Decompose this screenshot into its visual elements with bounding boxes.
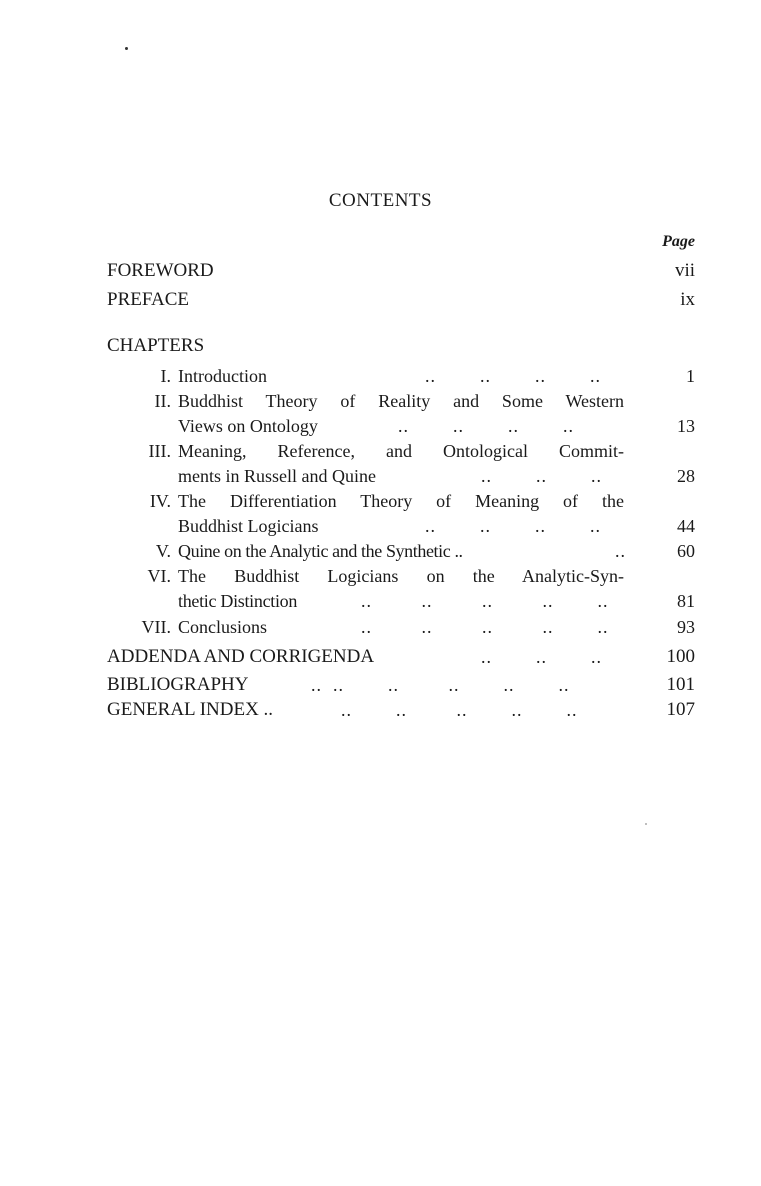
chapter-numeral: II. bbox=[154, 391, 171, 411]
chapter-title-line: Views on Ontology bbox=[178, 416, 318, 436]
chapter-title-line: Quine on the Analytic and the Synthetic .. bbox=[178, 541, 463, 561]
chapter-page: 28 bbox=[677, 466, 695, 486]
chapter-page: 81 bbox=[677, 591, 695, 611]
dot-leader: .. .. .. .. bbox=[425, 366, 601, 386]
contents-title: CONTENTS bbox=[328, 190, 433, 211]
dot-leader: .. .. .. .. .. bbox=[361, 591, 609, 611]
dot-leader: .. .. .. bbox=[481, 466, 602, 486]
dot-leader: .. .. .. .. .. .. bbox=[311, 675, 570, 695]
chapter-title-line: ments in Russell and Quine bbox=[178, 466, 376, 486]
chapter-title-line: Conclusions bbox=[178, 617, 268, 637]
dot-leader: .. .. .. .. bbox=[398, 416, 574, 436]
chapter-numeral: V. bbox=[155, 541, 171, 561]
toc-entry-label: ADDENDA AND CORRIGENDA bbox=[107, 646, 375, 667]
chapter-title-line: Introduction bbox=[178, 366, 267, 386]
page-column-heading: Page bbox=[662, 233, 695, 250]
toc-chapter-2[interactable] bbox=[107, 389, 695, 413]
toc-chapter-5[interactable] bbox=[107, 539, 695, 563]
chapter-page: 1 bbox=[686, 366, 695, 386]
dot-leader: .. .. .. bbox=[481, 647, 602, 667]
toc-chapter-4-cont[interactable] bbox=[107, 514, 695, 538]
chapter-title-line: Buddhist Logicians bbox=[178, 516, 319, 536]
toc-entry-page: 100 bbox=[666, 646, 695, 667]
toc-chapter-6[interactable] bbox=[107, 564, 695, 588]
chapter-numeral: VII. bbox=[141, 617, 171, 637]
chapter-title-line: The Buddhist Logicians on the Analytic-Syn- bbox=[178, 566, 624, 586]
dot-leader: .. .. .. .. .. bbox=[361, 617, 609, 637]
chapter-title-line: Buddhist Theory of Reality and Some Western bbox=[178, 391, 624, 411]
toc-entry-page: 101 bbox=[666, 674, 695, 695]
chapter-page: 13 bbox=[677, 416, 695, 436]
toc-entry-label: GENERAL INDEX .. bbox=[107, 699, 274, 720]
toc-entry-preface[interactable] bbox=[107, 288, 695, 312]
toc-entry-page: 107 bbox=[666, 699, 695, 720]
toc-entry-bibliography[interactable] bbox=[107, 673, 695, 697]
toc-chapter-3-cont[interactable] bbox=[107, 464, 695, 488]
chapter-title-line: The Differentiation Theory of Meaning of the bbox=[178, 491, 624, 511]
toc-entry-page: ix bbox=[680, 289, 695, 310]
toc-chapter-4[interactable] bbox=[107, 489, 695, 513]
page-speck bbox=[645, 823, 647, 825]
chapter-numeral: I. bbox=[160, 366, 171, 386]
chapter-numeral: III. bbox=[148, 441, 171, 461]
chapter-numeral: IV. bbox=[149, 491, 171, 511]
dot-leader: .. bbox=[615, 541, 626, 561]
chapter-numeral: VI. bbox=[147, 566, 171, 586]
dot-leader: .. .. .. .. .. bbox=[341, 700, 578, 720]
toc-entry-label: BIBLIOGRAPHY bbox=[107, 674, 249, 695]
dot-leader: .. .. .. .. bbox=[425, 516, 601, 536]
toc-entry-foreword[interactable] bbox=[107, 259, 695, 283]
toc-chapter-2-cont[interactable] bbox=[107, 414, 695, 438]
chapter-page: 60 bbox=[677, 541, 695, 561]
toc-entry-page: vii bbox=[674, 260, 695, 281]
chapter-title-line: thetic Distinction bbox=[178, 591, 298, 611]
toc-entry-general-index[interactable] bbox=[107, 698, 695, 722]
chapter-page: 93 bbox=[677, 617, 695, 637]
chapter-page: 44 bbox=[677, 516, 695, 536]
toc-entry-label: FOREWORD bbox=[107, 260, 214, 281]
toc-chapter-1[interactable] bbox=[107, 364, 695, 388]
chapter-title-line: Meaning, Reference, and Ontological Commit- bbox=[178, 441, 624, 461]
page-speck bbox=[125, 47, 128, 50]
toc-chapter-6-cont[interactable] bbox=[107, 589, 695, 613]
toc-chapter-7[interactable] bbox=[107, 615, 695, 639]
toc-entry-label: PREFACE bbox=[107, 289, 190, 310]
chapters-heading: CHAPTERS bbox=[107, 335, 205, 356]
toc-entry-addenda[interactable] bbox=[107, 645, 695, 669]
toc-chapter-3[interactable] bbox=[107, 439, 695, 463]
